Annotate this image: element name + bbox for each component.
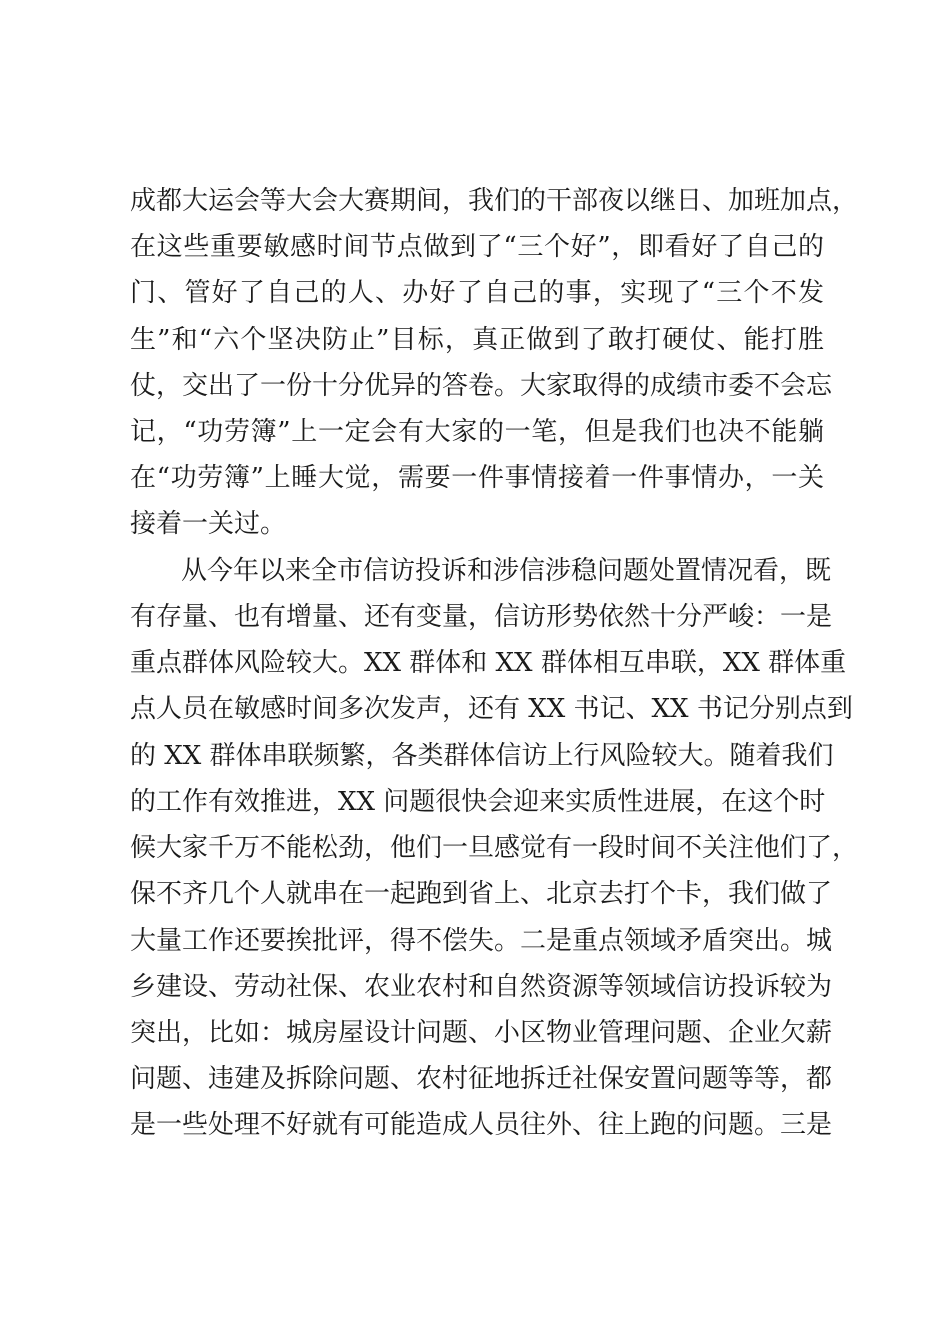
text-line: 重点群体风险较大。XX 群体和 XX 群体相互串联，XX 群体重 xyxy=(130,648,847,678)
text-line: 从今年以来全市信访投诉和涉信涉稳问题处置情况看，既 xyxy=(181,556,832,586)
text-line: 候大家千万不能松劲，他们一旦感觉有一段时间不关注他们了， xyxy=(130,833,859,863)
text-line: 在“功劳簿”上睡大觉，需要一件事情接着一件事情办，一关 xyxy=(130,463,824,493)
text-line: 的 XX 群体串联频繁，各类群体信访上行风险较大。随着我们 xyxy=(130,741,834,771)
text-line: 的工作有效推进，XX 问题很快会迎来实质性进展，在这个时 xyxy=(130,787,826,817)
text-line: 接着一关过。 xyxy=(130,509,287,539)
text-line: 乡建设、劳动社保、农业农村和自然资源等领域信访投诉较为 xyxy=(130,972,833,1002)
text-line: 成都大运会等大会大赛期间，我们的干部夜以继日、加班加点， xyxy=(130,186,859,216)
text-line: 仗，交出了一份十分优异的答卷。大家取得的成绩市委不会忘 xyxy=(130,371,833,401)
text-line: 有存量、也有增量、还有变量，信访形势依然十分严峻：一是 xyxy=(130,602,833,632)
text-line: 问题、违建及拆除问题、农村征地拆迁社保安置问题等等，都 xyxy=(130,1064,833,1094)
text-line: 生”和“六个坚决防止”目标，真正做到了敢打硬仗、能打胜 xyxy=(130,325,824,355)
text-line: 是一些处理不好就有可能造成人员往外、往上跑的问题。三是 xyxy=(130,1110,833,1140)
text-line: 在这些重要敏感时间节点做到了“三个好”，即看好了自己的 xyxy=(130,232,824,262)
text-line: 门、管好了自己的人、办好了自己的事，实现了“三个不发 xyxy=(130,278,824,308)
text-line: 大量工作还要挨批评，得不偿失。二是重点领域矛盾突出。城 xyxy=(130,926,833,956)
text-line: 记，“功劳簿”上一定会有大家的一笔，但是我们也决不能躺 xyxy=(130,417,824,447)
text-line: 保不齐几个人就串在一起跑到省上、北京去打个卡，我们做了 xyxy=(130,879,833,909)
text-line: 点人员在敏感时间多次发声，还有 XX 书记、XX 书记分别点到 xyxy=(130,694,853,724)
text-line: 突出，比如：城房屋设计问题、小区物业管理问题、企业欠薪 xyxy=(130,1018,833,1048)
